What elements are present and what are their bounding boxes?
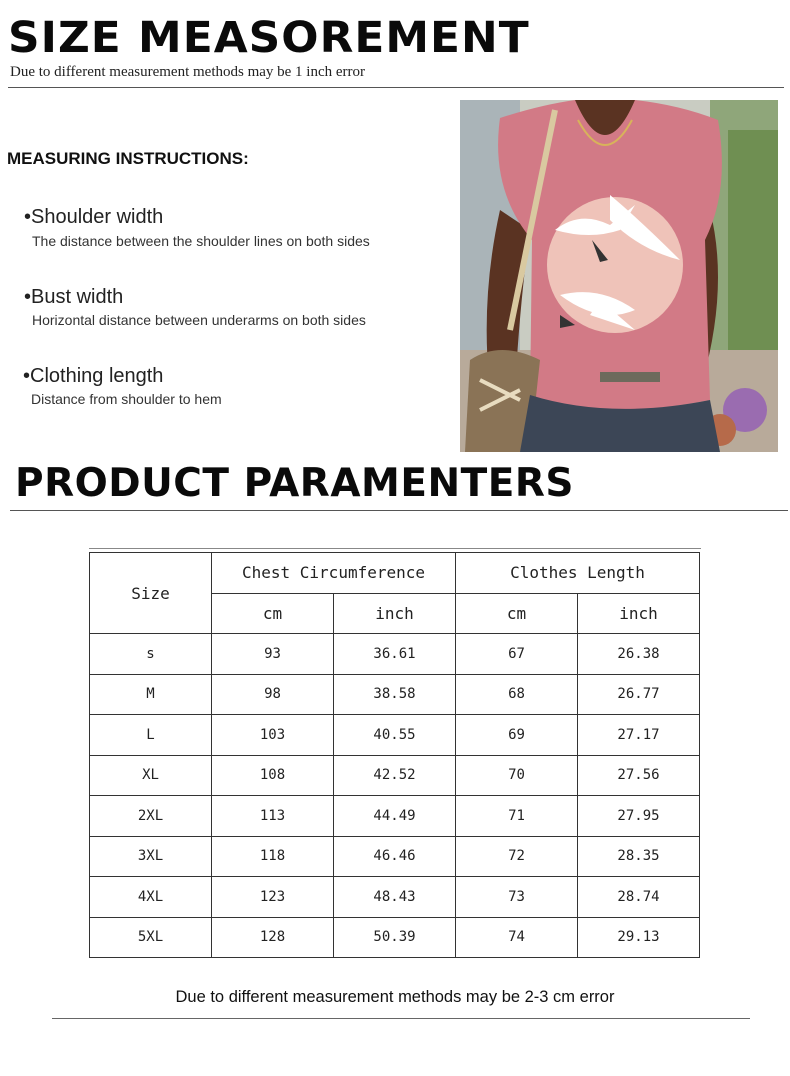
table-cell: 71 (456, 796, 578, 837)
table-cell: 26.77 (578, 674, 700, 715)
unit-cell: inch (578, 593, 700, 634)
table-cell: 48.43 (334, 877, 456, 918)
clothing-length-title: •Clothing length (23, 365, 164, 387)
table-top-line (89, 548, 701, 549)
table-cell: 70 (456, 755, 578, 796)
table-cell: 50.39 (334, 917, 456, 958)
table-row (90, 796, 700, 837)
table-cell: 44.49 (334, 796, 456, 837)
table-cell: 42.52 (334, 755, 456, 796)
table-cell: 26.38 (578, 634, 700, 675)
table-cell: 73 (456, 877, 578, 918)
table-row (90, 836, 700, 877)
size-cell: 2XL (90, 796, 212, 837)
table-header-row (90, 553, 700, 594)
parameters-divider (10, 510, 788, 511)
shoulder-width-title: •Shoulder width (24, 206, 164, 228)
product-photo (460, 100, 778, 452)
table-cell: 69 (456, 715, 578, 756)
unit-cell: cm (212, 593, 334, 634)
measurement-note: Due to different measurement methods may be 1 inch error (10, 64, 366, 80)
length-header: Clothes Length (456, 553, 700, 594)
chest-header: Chest Circumference (212, 553, 456, 594)
table-cell: 29.13 (578, 917, 700, 958)
table-cell: 128 (212, 917, 334, 958)
table-cell: 28.35 (578, 836, 700, 877)
table-cell: 27.17 (578, 715, 700, 756)
clothing-length-desc: Distance from shoulder to hem (31, 391, 222, 407)
size-cell: 4XL (90, 877, 212, 918)
table-cell: 36.61 (334, 634, 456, 675)
table-cell: 93 (212, 634, 334, 675)
footer-divider (52, 1018, 750, 1019)
table-cell: 103 (212, 715, 334, 756)
table-cell: 28.74 (578, 877, 700, 918)
table-row (90, 917, 700, 958)
table-cell: 118 (212, 836, 334, 877)
bust-width-desc: Horizontal distance between underarms on both sides (32, 312, 366, 328)
table-row (90, 715, 700, 756)
parameters-title: PRODUCT PARAMENTERS (15, 461, 574, 506)
table-cell: 27.95 (578, 796, 700, 837)
table-cell: 67 (456, 634, 578, 675)
size-cell: M (90, 674, 212, 715)
table-cell: 68 (456, 674, 578, 715)
table-cell: 72 (456, 836, 578, 877)
table-cell: 40.55 (334, 715, 456, 756)
table-row (90, 634, 700, 675)
table-cell: 98 (212, 674, 334, 715)
table-cell: 74 (456, 917, 578, 958)
size-header: Size (90, 553, 212, 634)
model-wearing-shirt-image (460, 100, 778, 452)
table-cell: 123 (212, 877, 334, 918)
size-chart-table (89, 552, 700, 958)
footer-note: Due to different measurement methods may be 2-3 cm error (175, 988, 615, 1006)
table-cell: 113 (212, 796, 334, 837)
table-cell: 27.56 (578, 755, 700, 796)
size-cell: 3XL (90, 836, 212, 877)
unit-cell: cm (456, 593, 578, 634)
table-row (90, 877, 700, 918)
size-cell: XL (90, 755, 212, 796)
unit-cell: inch (334, 593, 456, 634)
size-cell: 5XL (90, 917, 212, 958)
table-row (90, 755, 700, 796)
table-cell: 38.58 (334, 674, 456, 715)
size-cell: s (90, 634, 212, 675)
page-title: SIZE MEASOREMENT (8, 13, 530, 63)
bust-width-title: •Bust width (24, 286, 124, 308)
instructions-heading: MEASURING INSTRUCTIONS: (7, 149, 249, 168)
table-row (90, 674, 700, 715)
table-cell: 46.46 (334, 836, 456, 877)
table-cell: 108 (212, 755, 334, 796)
header-divider (8, 87, 784, 88)
size-cell: L (90, 715, 212, 756)
shoulder-width-desc: The distance between the shoulder lines on both sides (32, 233, 370, 249)
